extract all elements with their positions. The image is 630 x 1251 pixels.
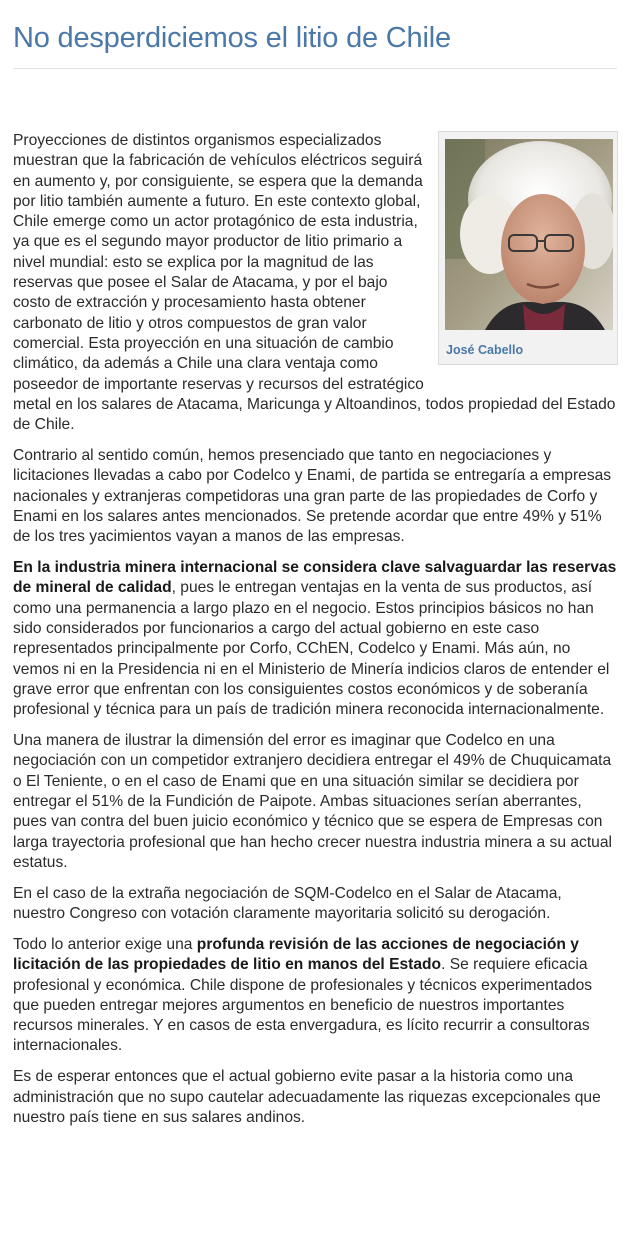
author-portrait-image — [445, 139, 613, 330]
paragraph-2: Contrario al sentido común, hemos presenciado que tanto en negociaciones y licitaciones llevadas a cabo por Codelco y Enami, de partida se entregaría a empresas nacionales y extranjeras competidoras una gran parte de las propiedades de Corfo y Enami en los salares antes mencionados. Se pretende acordar que entre 49% y 51% de los tres yacimientos vayan a manos de las empresas. — [13, 447, 612, 546]
paragraph-7: Es de esperar entonces que el actual gobierno evite pasar a la historia como una administración que no supo cautelar adecuadamente las riquezas excepcionales que nuestro país tiene en sus salares andinos. — [13, 1068, 601, 1126]
paragraph-6-text: . Se requiere eficacia profesional y económica. Chile dispone de profesionales y técnicos experimentados que pueden entregar mejores argumentos en beneficio de nuestros importantes recursos minerales. Y en casos de esta envergadura, es lícito recurrir a consultoras internacionales. — [13, 956, 593, 1055]
title-divider — [13, 68, 617, 69]
paragraph-5: En el caso de la extraña negociación de SQM-Codelco en el Salar de Atacama, nuestro Congreso con votación claramente mayoritaria solicitó su derogación. — [13, 884, 562, 923]
paragraph-6-highlight: profunda revisión de las acciones de negociación y licitación de las propiedades de litio en manos del Estado — [13, 935, 579, 974]
paragraph-3-highlight: En la industria minera internacional se considera clave salvaguardar las reservas de mineral de calidad — [13, 559, 617, 597]
paragraph-1: Proyecciones de distintos organismos especializados muestran que la fabricación de vehículos eléctricos seguirá en aumento y, por consiguiente, se espera que la demanda por litio también aumente a futuro. En este contexto global, Chile emerge como un actor protagónico de esta industria, ya que es el segundo mayor productor de litio primario a nivel mundial: esto se explica por la magnitud de las reservas que posee el Salar de Atacama, y por el bajo costo de extracción y procesamiento hasta obtener carbonato de litio y otros compuestos de gran valor comercial. Esta proyección en una situación de cambio climático, da además a Chile una clara ventaja como poseedor de importante reservas y recursos del estratégico metal en los salares de Atacama, Maricunga y Altoandinos, todos propiedad del Estado de Chile. — [13, 132, 616, 434]
paragraph-3 — [13, 558, 618, 720]
paragraph-6-lead: Todo lo anterior exige una — [13, 935, 197, 953]
article-title: No desperdiciemos el litio de Chile — [13, 22, 451, 54]
paragraph-4: Una manera de ilustrar la dimensión del error es imaginar que Codelco en una negociación con un competidor extranjero decidiera entregar el 49% de Chuquicamata o El Teniente, o en el caso de Enami que en una situación similar se decidiera por entregar el 51% de la Fundición de Paipote. Ambas situaciones serían aberrantes, pues van contra del buen juicio económico y técnico que se espera de Empresas con larga trayectoria profesional que han hecho crecer nuestra industria minera a su actual estatus. — [13, 732, 612, 871]
paragraph-3-text: , pues le entregan ventajas en la venta de sus productos, así como una permanencia a largo plazo en el negocio. Estos principios básicos no han sido considerados por funcionarios a cargo del actual gobierno en este caso representados principalmente por Corfo, CChEN, Codelco y Enami. Más aún, no vemos ni en la Presidencia ni en el Ministerio de Minería indicios claros de entender el grave error que enfrentan con los consiguientes costos económicos y de soberanía profesional y técnica para un país de tradición minera reconocida internacionalmente. — [13, 579, 610, 719]
author-caption: José Cabello — [446, 343, 524, 357]
article-body — [13, 131, 618, 1139]
paragraph-6 — [13, 935, 618, 1057]
author-photo — [445, 139, 613, 330]
author-photo-box — [438, 131, 618, 365]
